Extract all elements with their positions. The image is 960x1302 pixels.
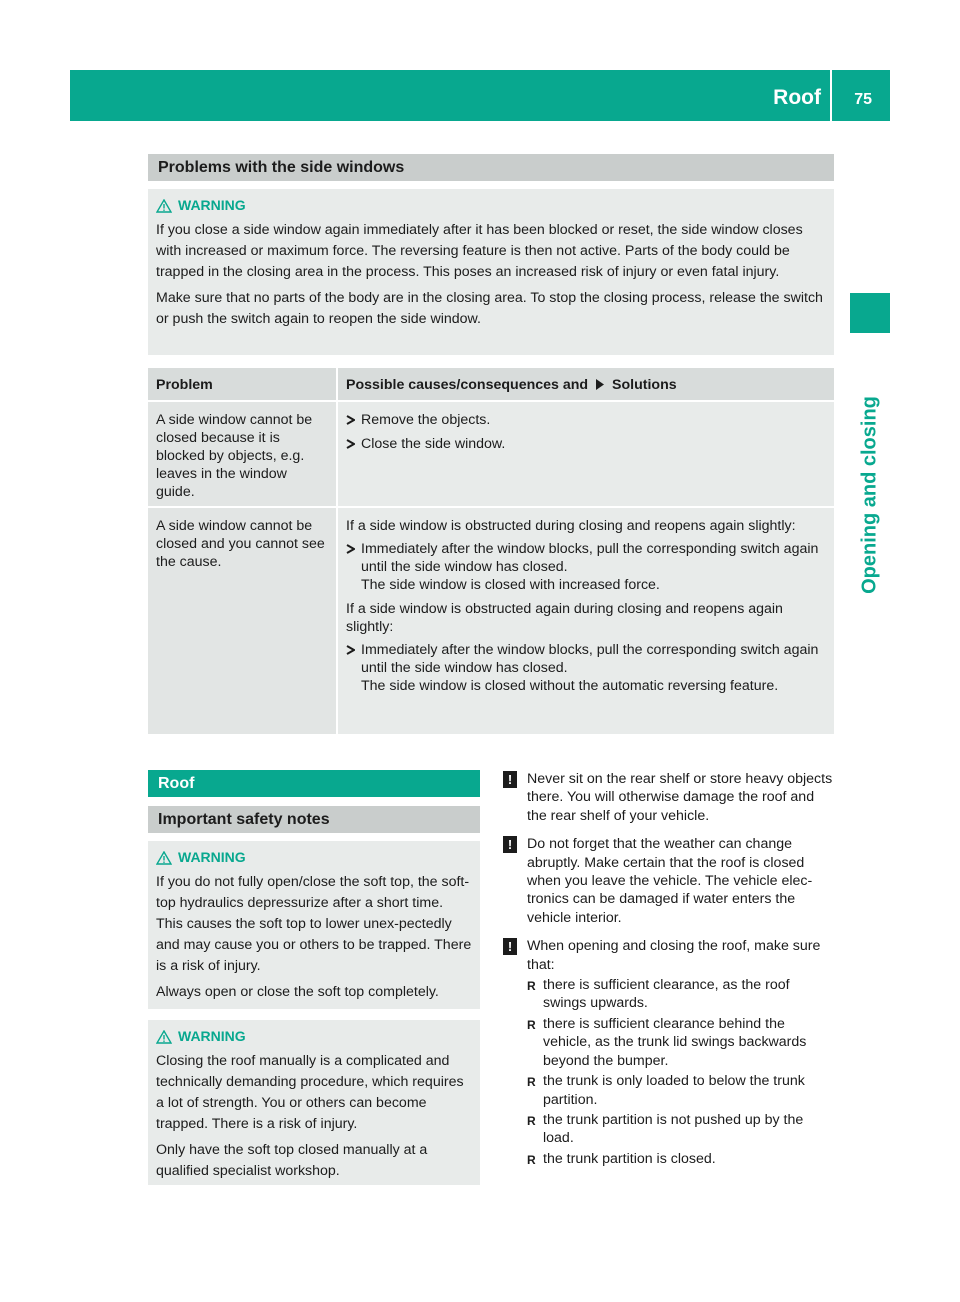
arrow-icon — [346, 540, 361, 594]
warning-text: If you close a side window again immediately after it has been blocked or reset, the side window closes with increased or maximum force. The reversing feature is then not active. Parts of the body could be trapped in the closing area in the process. This poses an increased risk of injury or even fatal injury. — [156, 222, 803, 280]
step-text: Immediately after the window blocks, pull the corresponding switch again until the side window has closed. — [361, 642, 819, 676]
warning-box-side-windows — [148, 189, 834, 355]
solution-cell — [338, 402, 834, 506]
warning-label: WARNING — [178, 849, 246, 865]
page-number: 75 — [854, 91, 872, 108]
list-item — [527, 1150, 835, 1169]
list-item-text: there is sufficient clearance behind the vehicle, as the trunk lid swings backwards beyond the bumper. — [543, 1015, 807, 1069]
warning-label: WARNING — [178, 197, 246, 213]
chapter-tab — [850, 293, 890, 333]
step-text: Remove the objects. — [361, 412, 491, 428]
step-item — [346, 641, 826, 695]
warning-triangle-icon — [156, 851, 172, 865]
header-title: Roof — [773, 86, 821, 109]
warning-text: Closing the roof manually is a complicated and technically demanding procedure, which requires a lot of strength. You or others can become trapped. There is a risk of injury. — [156, 1053, 464, 1132]
section-heading-problems: Problems with the side windows — [148, 154, 834, 181]
list-item-text: the trunk is only loaded to below the trunk partition. — [543, 1073, 805, 1108]
warning-label: WARNING — [178, 1028, 246, 1044]
result-text: The side window is closed with increased force. — [361, 577, 660, 593]
condition-text: If a side window is obstructed during closing and reopens again slightly: — [346, 518, 796, 534]
list-item-text: the trunk partition is closed. — [543, 1150, 716, 1167]
column-header-solutions-pre: Possible causes/consequences and — [346, 377, 589, 393]
warning-box-manual-close — [148, 1020, 480, 1185]
roof-notices — [503, 770, 835, 1179]
page-header — [70, 70, 890, 121]
bullet-icon: R — [527, 1152, 536, 1167]
notice-text: Never sit on the rear shelf or store heavy objects there. You will otherwise damage the roof and the rear shelf of your vehicle. — [527, 771, 833, 824]
list-item — [527, 1072, 835, 1109]
table-row — [148, 508, 834, 734]
list-item — [527, 976, 835, 1013]
warning-box-soft-top — [148, 841, 480, 1009]
column-header-solutions-post: Solutions — [612, 377, 677, 393]
warning-instruction: Make sure that no parts of the body are in the closing area. To stop the closing process, release the switch or push the switch again to reopen the side window. — [156, 290, 823, 327]
result-text: The side window is closed without the automatic reversing feature. — [361, 678, 779, 694]
bullet-icon: R — [527, 979, 536, 994]
section-heading-roof: Roof — [148, 770, 480, 797]
list-item-text: the trunk partition is not pushed up by the load. — [543, 1111, 804, 1147]
table-row — [148, 402, 834, 506]
column-header-solutions — [338, 368, 834, 400]
step-item — [346, 540, 826, 594]
arrow-icon — [595, 379, 605, 390]
arrow-icon — [346, 411, 361, 430]
arrow-icon — [346, 435, 361, 454]
condition-text: If a side window is obstructed again during closing and reopens again slightly: — [346, 601, 783, 635]
warning-text: If you do not fully open/close the soft top, the soft-top hydraulics depressurize after a short time. This causes the soft top to lower unex-pectedly and may cause you or others to be trapped. There is a risk of injury. — [156, 874, 472, 974]
list-item-text: there is sufficient clearance, as the roof swings upwards. — [543, 977, 790, 1012]
exclamation-icon: ! — [503, 771, 517, 788]
notice-item — [503, 835, 835, 927]
warning-title — [156, 847, 472, 868]
bullet-icon: R — [527, 1017, 536, 1032]
bullet-icon: R — [527, 1075, 536, 1090]
notice-item — [503, 770, 835, 825]
warning-title — [156, 195, 826, 216]
solution-cell — [338, 508, 834, 734]
notice-text: When opening and closing the roof, make sure that: — [527, 938, 821, 973]
header-divider — [830, 70, 832, 121]
warning-title — [156, 1026, 472, 1047]
bullet-icon: R — [527, 1113, 536, 1128]
step-item — [346, 411, 826, 430]
step-text: Close the side window. — [361, 436, 506, 452]
notice-item — [503, 937, 835, 1169]
column-header-problem: Problem — [148, 368, 336, 400]
subheading-safety-notes: Important safety notes — [148, 806, 480, 833]
arrow-icon — [346, 641, 361, 695]
warning-instruction: Only have the soft top closed manually at a qualified specialist workshop. — [156, 1142, 428, 1179]
table-header-row — [148, 368, 834, 400]
exclamation-icon: ! — [503, 836, 517, 853]
problem-cell: A side window cannot be closed and you cannot see the cause. — [148, 508, 336, 734]
warning-triangle-icon — [156, 199, 172, 213]
problem-cell: A side window cannot be closed because it is blocked by objects, e.g. leaves in the window guide. — [148, 402, 336, 506]
step-text: Immediately after the window blocks, pull the corresponding switch again until the side window has closed. — [361, 541, 819, 575]
warning-triangle-icon — [156, 1030, 172, 1044]
exclamation-icon: ! — [503, 938, 517, 955]
notice-text: Do not forget that the weather can change abruptly. Make certain that the roof is closed when you leave the vehicle. The vehicle elec-tronics can be damaged if water enters the vehicle interior. — [527, 836, 813, 926]
chapter-label: Opening and closing — [858, 396, 881, 594]
troubleshooting-table — [148, 368, 834, 736]
list-item — [527, 1015, 835, 1070]
list-item — [527, 1111, 835, 1148]
step-item — [346, 435, 826, 454]
warning-instruction: Always open or close the soft top completely. — [156, 984, 439, 1000]
